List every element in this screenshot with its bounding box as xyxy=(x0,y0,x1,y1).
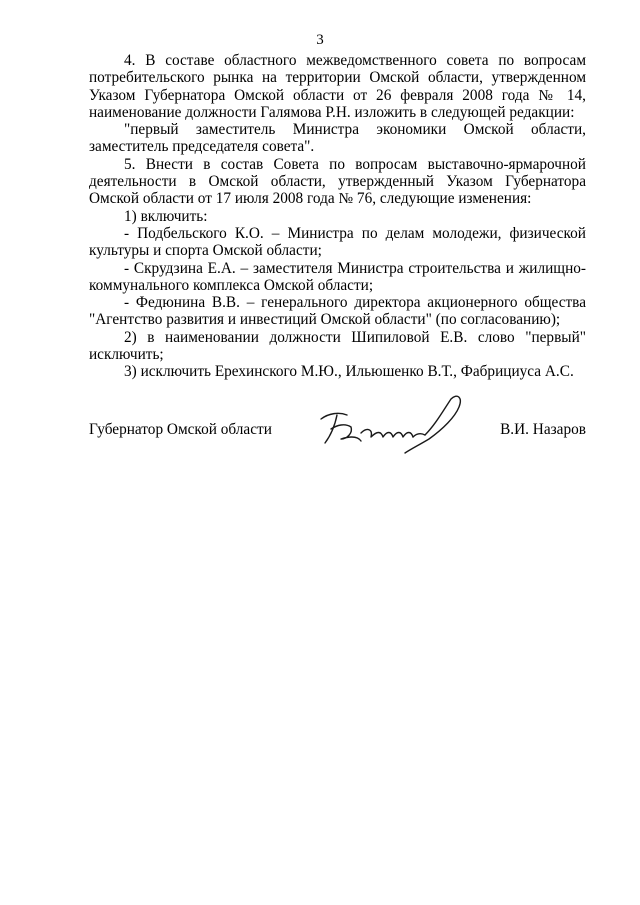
document-body xyxy=(89,52,586,381)
subitem-exclude: 3) исключить Ерехинского М.Ю., Ильюшенко В.Т., Фабрициуса А.С. xyxy=(124,363,574,381)
handwritten-signature xyxy=(317,393,472,455)
subitem-include: 1) включить: xyxy=(124,207,208,225)
paragraph-item-4: 4. В составе областного межведомственного совета по вопросам потребительского рынка на территории Омской области, утвержденном Указом Губернатора Омской области от 26 февраля 2008 года № 14, наименование должности Галямова Р.Н. изложить в следующей редакции: xyxy=(89,52,586,121)
paragraph-new-wording: "первый заместитель Министра экономики Омской области, заместитель председателя совета". xyxy=(89,121,586,156)
paragraph-item-5: 5. Внести в состав Совета по вопросам выставочно-ярмарочной деятельности в Омской области, утвержденный Указом Губернатора Омской области от 17 июля 2008 года № 76, следующие изменения: xyxy=(89,155,586,208)
signer-title: Губернатор Омской области xyxy=(89,421,272,438)
member-fedyunin: - Федюнина В.В. – генерального директора акционерного общества "Агентство развития и инвестиций Омской области" (по согласованию); xyxy=(89,294,586,329)
subitem-position-change: 2) в наименовании должности Шипиловой Е.В. слово "первый" исключить; xyxy=(89,328,586,364)
member-podbelsky: - Подбельского К.О. – Министра по делам молодежи, физической культуры и спорта Омской области; xyxy=(89,224,586,260)
member-skrudzin: - Скрудзина Е.А. – заместителя Министра строительства и жилищно-коммунального комплекса Омской области; xyxy=(89,259,586,294)
signature-block xyxy=(89,393,586,463)
signer-name: В.И. Назаров xyxy=(500,421,586,438)
page-number: 3 xyxy=(316,32,324,48)
